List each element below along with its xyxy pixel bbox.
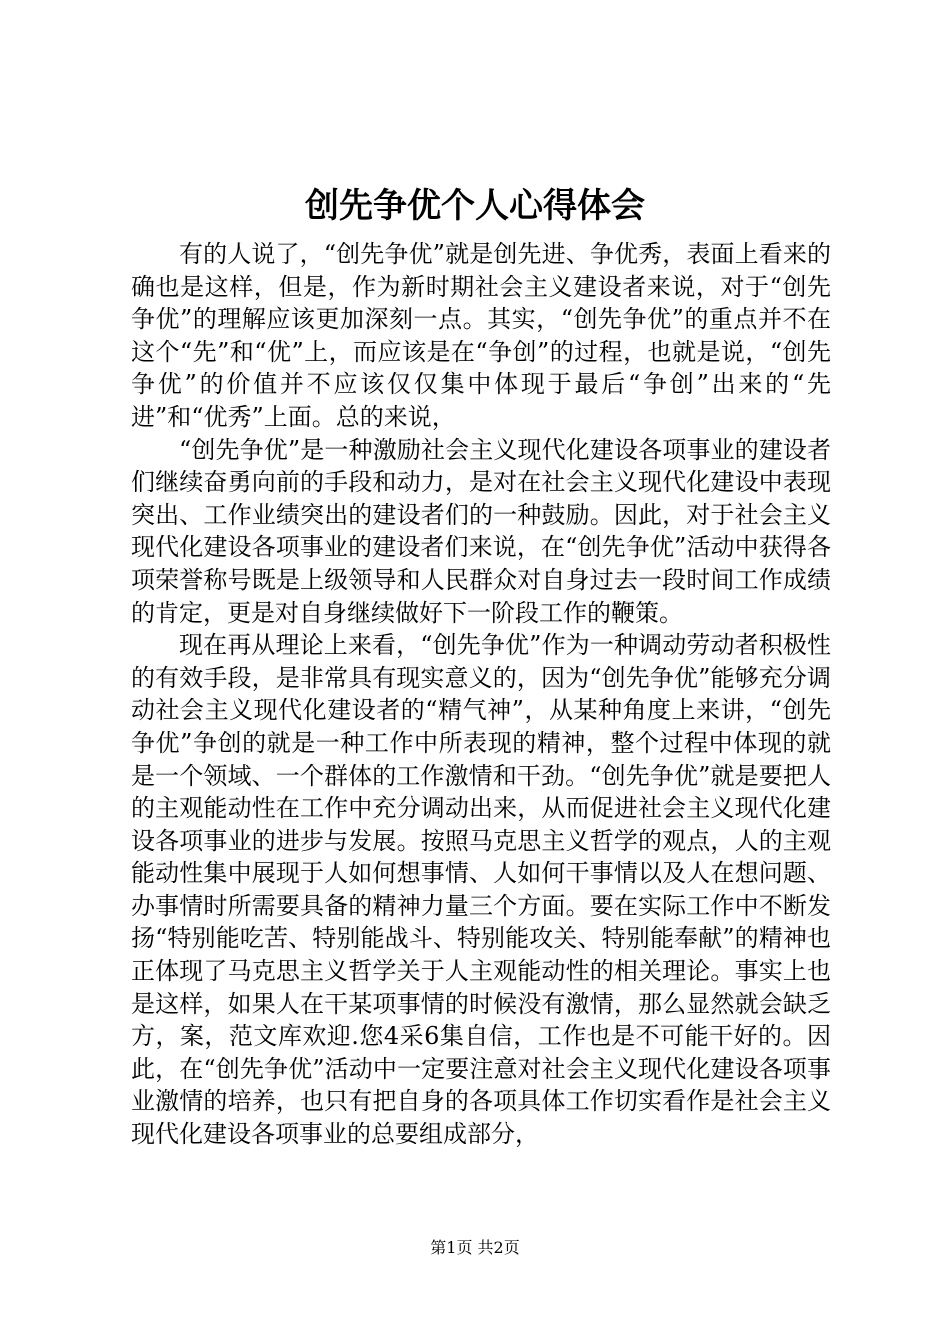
paragraph-2: “创先争优”是一种激励社会主义现代化建设各项事业的建设者们继续奋勇向前的手段和动力，是对在社会主义现代化建设中表现突出、工作业绩突出的建设者们的一种鼓励。因此，对于社会主义现代化建设各项事业的建设者们来说，在“创先争优”活动中获得各项荣誉称号既是上级领导和人民群众对自身过去一段时间工作成绩的肯定，更是对自身继续做好下一阶段工作的鞭策。 (131, 435, 831, 627)
paragraph-1: 有的人说了，“创先争优”就是创先进、争优秀，表面上看来的确也是这样，但是，作为新时期社会主义建设者来说，对于“创先争优”的理解应该更加深刻一点。其实，“创先争优”的重点并不在这个“先”和“优”上，而应该是在“争创”的过程，也就是说，“创先争优”的价值并不应该仅仅集中体现于最后“争创”出来的“先进”和“优秀”上面。总的来说， (131, 240, 831, 431)
document-body (131, 238, 831, 1151)
paragraph-3: 现在再从理论上来看，“创先争优”作为一种调动劳动者积极性的有效手段，是非常具有现实意义的，因为“创先争优”能够充分调动社会主义现代化建设者的“精气神”，从某种角度上来讲，“创先争优”争创的就是一种工作中所表现的精神，整个过程中体现的就是一个领域、一个群体的工作激情和干劲。“创先争优”就是要把人的主观能动性在工作中充分调动出来，从而促进社会主义现代化建设各项事业的进步与发展。按照马克思主义哲学的观点，人的主观能动性集中展现于人如何想事情、人如何干事情以及人在想问题、办事情时所需要具备的精神力量三个方面。要在实际工作中不断发扬“特别能吃苦、特别能战斗、特别能攻关、特别能奉献”的精神也正体现了马克思主义哲学关于人主观能动性的相关理论。事实上也是这样，如果人在干某项事情的时候没有激情，那么显然就会缺乏方，案，范文库欢迎.您4采6集自信，工作也是不可能干好的。因此，在“创先争优”活动中一定要注意对社会主义现代化建设各项事业激情的培养，也只有把自身的各项具体工作切实看作是社会主义现代化建设各项事业的总要组成部分， (131, 631, 831, 1149)
document-title: 创先争优个人心得体会 (305, 186, 645, 226)
page-footer: 第1页 共2页 (430, 1238, 520, 1257)
